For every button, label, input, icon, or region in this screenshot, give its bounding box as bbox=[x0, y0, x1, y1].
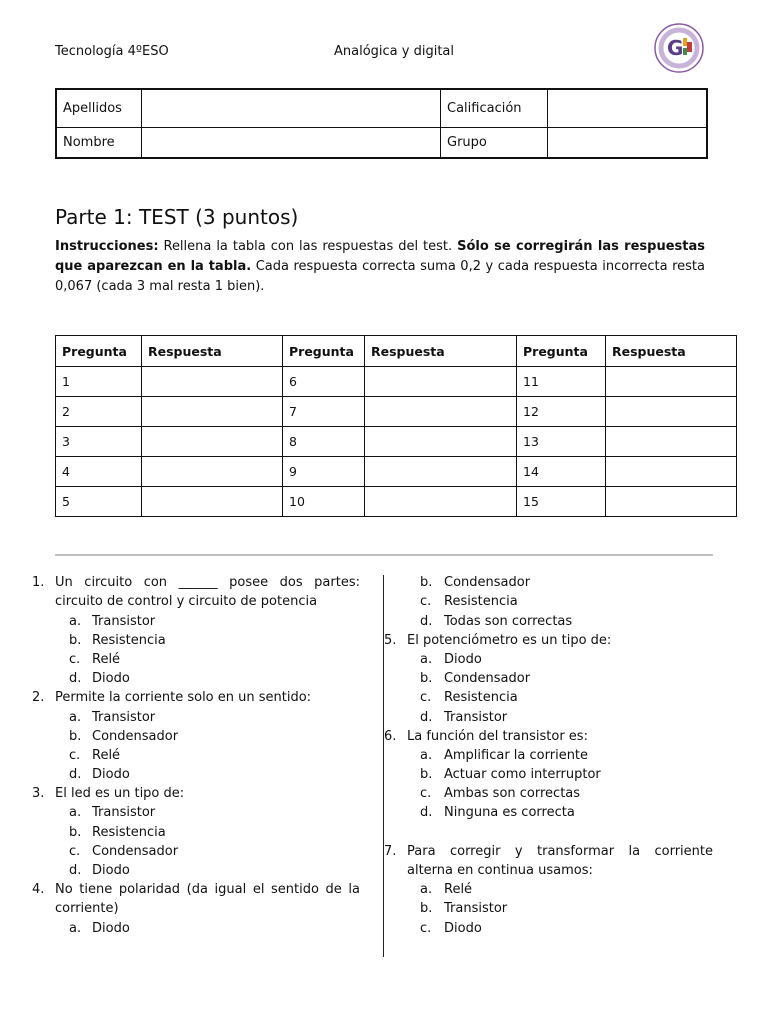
option-letter: c. bbox=[420, 690, 432, 705]
question-number: 10 bbox=[283, 487, 365, 517]
answer-cell[interactable] bbox=[142, 487, 283, 517]
answer-cell[interactable] bbox=[606, 397, 737, 427]
calificacion-label: Calificación bbox=[441, 89, 548, 128]
col-header: Pregunta bbox=[56, 336, 142, 367]
answer-cell[interactable] bbox=[606, 457, 737, 487]
option-text: Relé bbox=[92, 748, 121, 763]
option-text: Amplificar la corriente bbox=[444, 748, 589, 763]
option-text: Transistor bbox=[92, 614, 156, 629]
option-letter: c. bbox=[420, 786, 432, 801]
instructions bbox=[55, 237, 705, 297]
question-number: 1. bbox=[32, 575, 45, 590]
option-letter: c. bbox=[420, 921, 432, 936]
answer-table bbox=[55, 335, 737, 517]
option-letter: b. bbox=[69, 633, 82, 648]
school-logo bbox=[650, 22, 708, 74]
table-row bbox=[56, 457, 737, 487]
apellidos-field[interactable] bbox=[142, 89, 441, 128]
option-text: Diodo bbox=[92, 671, 130, 686]
option-letter: c. bbox=[69, 652, 81, 667]
answer-table-header bbox=[56, 336, 737, 367]
question-number: 8 bbox=[283, 427, 365, 457]
answer-cell[interactable] bbox=[365, 367, 517, 397]
option-letter: a. bbox=[69, 614, 82, 629]
question-text: No tiene polaridad (da igual el sentido de la bbox=[55, 882, 360, 897]
option-letter: a. bbox=[69, 710, 82, 725]
option-text: Resistencia bbox=[444, 594, 518, 609]
option-text: Todas son correctas bbox=[444, 614, 573, 629]
svg-text:G: G bbox=[667, 36, 684, 60]
question-text: corriente) bbox=[55, 901, 119, 916]
option-letter: a. bbox=[420, 748, 433, 763]
option-letter: b. bbox=[420, 575, 433, 590]
option-text: Diodo bbox=[444, 652, 482, 667]
answer-cell[interactable] bbox=[606, 427, 737, 457]
option-letter: c. bbox=[69, 748, 81, 763]
question-number: 12 bbox=[517, 397, 606, 427]
question-number: 1 bbox=[56, 367, 142, 397]
option-text: Condensador bbox=[444, 671, 531, 686]
question-number: 7 bbox=[283, 397, 365, 427]
answer-cell[interactable] bbox=[142, 427, 283, 457]
option-text: Actuar como interruptor bbox=[444, 767, 601, 782]
question-number: 4. bbox=[32, 882, 45, 897]
option-letter: d. bbox=[69, 863, 82, 878]
nombre-label: Nombre bbox=[56, 128, 142, 159]
option-text: Transistor bbox=[92, 710, 156, 725]
question-text: alterna en continua usamos: bbox=[407, 863, 593, 878]
option-text: Ninguna es correcta bbox=[444, 805, 575, 820]
option-text: Resistencia bbox=[92, 825, 166, 840]
question-number: 6 bbox=[283, 367, 365, 397]
answer-cell[interactable] bbox=[365, 457, 517, 487]
question-text: El led es un tipo de: bbox=[55, 786, 185, 801]
subject-label: Tecnología 4ºESO bbox=[55, 44, 169, 59]
col-header: Respuesta bbox=[606, 336, 737, 367]
table-row bbox=[56, 397, 737, 427]
option-text: Ambas son correctas bbox=[444, 786, 581, 801]
answer-cell[interactable] bbox=[606, 367, 737, 397]
answer-cell[interactable] bbox=[365, 427, 517, 457]
question-number: 15 bbox=[517, 487, 606, 517]
option-letter: b. bbox=[420, 901, 433, 916]
option-text: Diodo bbox=[444, 921, 482, 936]
option-text: Relé bbox=[92, 652, 121, 667]
question-number: 6. bbox=[384, 729, 397, 744]
calificacion-field[interactable] bbox=[548, 89, 708, 128]
option-text: Transistor bbox=[444, 710, 508, 725]
question-number: 11 bbox=[517, 367, 606, 397]
option-text: Diodo bbox=[92, 863, 130, 878]
question-number: 2. bbox=[32, 690, 45, 705]
option-text: Condensador bbox=[92, 844, 179, 859]
question-number: 13 bbox=[517, 427, 606, 457]
student-info-table bbox=[55, 88, 708, 159]
option-text: Condensador bbox=[444, 575, 531, 590]
option-text: Diodo bbox=[92, 767, 130, 782]
option-text: Transistor bbox=[92, 805, 156, 820]
option-letter: d. bbox=[420, 614, 433, 629]
question-number: 9 bbox=[283, 457, 365, 487]
horizontal-divider bbox=[55, 554, 713, 556]
option-letter: d. bbox=[69, 767, 82, 782]
option-letter: a. bbox=[69, 805, 82, 820]
option-letter: b. bbox=[420, 671, 433, 686]
col-header: Respuesta bbox=[365, 336, 517, 367]
topic-label: Analógica y digital bbox=[334, 44, 455, 59]
option-letter: b. bbox=[69, 825, 82, 840]
instructions-text-2: Cada respuesta correcta suma 0,2 y cada respuesta incorrecta resta 0,067 (cada 3 mal resta 1 bien). bbox=[55, 259, 705, 294]
option-text: Resistencia bbox=[92, 633, 166, 648]
question-number: 5 bbox=[56, 487, 142, 517]
question-number: 3. bbox=[32, 786, 45, 801]
answer-cell[interactable] bbox=[365, 397, 517, 427]
question-text: Permite la corriente solo en un sentido: bbox=[55, 690, 312, 705]
option-letter: a. bbox=[69, 921, 82, 936]
question-number: 2 bbox=[56, 397, 142, 427]
option-letter: b. bbox=[420, 767, 433, 782]
option-letter: d. bbox=[420, 710, 433, 725]
question-text: Para corregir y transformar la corriente bbox=[407, 844, 713, 859]
instructions-text-1: Rellena la tabla con las respuestas del test. bbox=[158, 239, 458, 254]
col-header: Pregunta bbox=[283, 336, 365, 367]
answer-cell[interactable] bbox=[142, 397, 283, 427]
answer-cell[interactable] bbox=[606, 487, 737, 517]
answer-cell[interactable] bbox=[365, 487, 517, 517]
option-letter: d. bbox=[420, 805, 433, 820]
option-letter: a. bbox=[420, 652, 433, 667]
apellidos-label: Apellidos bbox=[56, 89, 142, 128]
instructions-emphasis: Sólo se corregirán las respuestas que aparezcan en la tabla. bbox=[55, 239, 705, 274]
nombre-field[interactable] bbox=[142, 128, 441, 159]
question-number: 14 bbox=[517, 457, 606, 487]
question-text: El potenciómetro es un tipo de: bbox=[407, 633, 612, 648]
option-text: Diodo bbox=[92, 921, 130, 936]
instructions-label: Instrucciones: bbox=[55, 239, 159, 254]
option-letter: c. bbox=[420, 594, 432, 609]
table-row bbox=[56, 427, 737, 457]
table-row bbox=[56, 487, 737, 517]
option-letter: d. bbox=[69, 671, 82, 686]
question-text: circuito de control y circuito de potencia bbox=[55, 594, 318, 609]
question-number: 4 bbox=[56, 457, 142, 487]
answer-cell[interactable] bbox=[142, 457, 283, 487]
option-text: Resistencia bbox=[444, 690, 518, 705]
question-number: 3 bbox=[56, 427, 142, 457]
col-header: Pregunta bbox=[517, 336, 606, 367]
question-text: La función del transistor es: bbox=[407, 729, 588, 744]
table-row bbox=[56, 367, 737, 397]
section-title: Parte 1: TEST (3 puntos) bbox=[55, 205, 299, 229]
grupo-label: Grupo bbox=[441, 128, 548, 159]
col-header: Respuesta bbox=[142, 336, 283, 367]
option-letter: b. bbox=[69, 729, 82, 744]
option-letter: a. bbox=[420, 882, 433, 897]
option-text: Relé bbox=[444, 882, 473, 897]
option-text: Transistor bbox=[444, 901, 508, 916]
question-number: 7. bbox=[384, 844, 397, 859]
option-letter: c. bbox=[69, 844, 81, 859]
option-text: Condensador bbox=[92, 729, 179, 744]
question-number: 5. bbox=[384, 633, 397, 648]
question-text: Un circuito con ______ posee dos partes: bbox=[55, 575, 360, 590]
answer-cell[interactable] bbox=[142, 367, 283, 397]
grupo-field[interactable] bbox=[548, 128, 708, 159]
